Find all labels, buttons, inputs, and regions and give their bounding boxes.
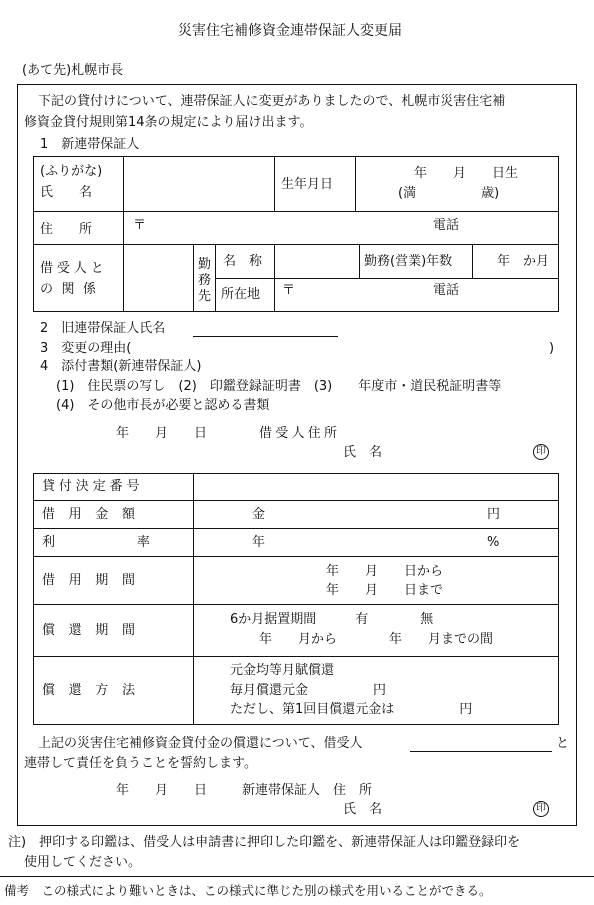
reason-close: ) <box>549 341 555 356</box>
rate-year: 年 <box>252 535 266 550</box>
borrower-name-line[interactable] <box>410 751 552 752</box>
date-borrower[interactable]: 年 月 日 <box>116 426 208 441</box>
method-line-2: 毎月償還元金 円 <box>230 683 387 698</box>
workplace-name-label: 名 称 <box>223 254 263 269</box>
relation-label-2: の関係 <box>40 282 105 297</box>
seal-icon-2: 印 <box>533 801 549 817</box>
pledge-line-1-end: と <box>556 736 570 751</box>
guarantor-name-label: 氏 名 <box>343 802 383 817</box>
document-title: 災害住宅補修資金連帯保証人変更届 <box>178 23 402 39</box>
section-reason: 3 変更の理由( <box>40 341 132 356</box>
method-line-3: ただし、第1回目償還元金は 円 <box>230 702 473 717</box>
pledge-line-1: 上記の災害住宅補修資金貸付金の償還について、借受人 <box>38 736 363 751</box>
location-label: 所在地 <box>221 287 261 302</box>
age-field[interactable]: (満 歳) <box>398 186 500 201</box>
workplace-label-3: 先 <box>198 289 212 304</box>
intro-line-1: 下記の貸付けについて、連帯保証人に変更がありましたので、札幌市災害住宅補 <box>38 94 506 109</box>
repay-range[interactable]: 年 月から 年 月までの間 <box>259 632 494 647</box>
phone-label-2: 電話 <box>433 283 460 298</box>
borrower-address-label: 借受人住所 <box>259 426 341 441</box>
guarantor-address-label: 新連帯保証人 住 所 <box>242 783 373 798</box>
addressee: (あて先)札幌市長 <box>22 63 124 78</box>
attachment-line-2: (4) その他市長が必要と認める書類 <box>56 398 270 413</box>
note-line-1: 注) 押印する印鑑は、借受人は申請書に押印した印鑑を、新連帯保証人は印鑑登録印を <box>8 835 521 850</box>
section-old-guarantor: 2 旧連帯保証人氏名 <box>40 321 166 336</box>
repay-period-label: 償還期間 <box>42 623 149 638</box>
remark: 備考 この様式により難いときは、この様式に準じた別の様式を用いることができる。 <box>4 883 492 898</box>
rate-label: 利率 <box>42 535 232 550</box>
name-label: 氏 名 <box>40 185 93 200</box>
borrower-name-label: 氏 名 <box>343 445 383 460</box>
birthdate-label: 生年月日 <box>281 177 334 192</box>
grace-period: 6か月据置期間 有 無 <box>230 612 434 627</box>
period-to[interactable]: 年 月 日まで <box>326 583 444 598</box>
address-label: 住 所 <box>40 222 93 237</box>
pledge-line-2: 連帯して責任を負うことを誓約します。 <box>24 756 257 771</box>
years-label: 勤務(営業)年数 <box>364 254 453 269</box>
seal-icon: 印 <box>533 444 549 460</box>
method-line-1: 元金均等月賦償還 <box>230 663 335 678</box>
note-line-2: 使用してください。 <box>24 855 142 870</box>
birthdate-field[interactable]: 年 月 日生 <box>414 166 519 181</box>
section-new-guarantor: 1 新連帯保証人 <box>40 137 140 152</box>
workplace-label-2: 務 <box>198 273 212 288</box>
amount-label: 借用金額 <box>42 507 149 522</box>
repay-method-label: 償還方法 <box>42 683 149 698</box>
rate-percent: % <box>487 535 500 550</box>
furigana-label: (ふりがな) <box>40 164 103 179</box>
workplace-label-1: 勤 <box>198 257 212 272</box>
years-field[interactable]: 年 か月 <box>497 254 550 269</box>
decision-number-label: 貸付決定番号 <box>42 479 144 494</box>
amount-kin: 金 <box>252 507 266 522</box>
note-divider <box>0 876 594 877</box>
postal-mark-2: 〒 <box>282 283 296 298</box>
old-guarantor-name-line[interactable] <box>193 336 338 337</box>
period-from[interactable]: 年 月 日から <box>326 564 444 579</box>
phone-label: 電話 <box>433 218 460 233</box>
section-attachments: 4 添付書類(新連帯保証人) <box>40 359 202 374</box>
attachment-line-1: (1) 住民票の写し (2) 印鑑登録証明書 (3) 年度市・道民税証明書等 <box>56 379 502 394</box>
amount-yen: 円 <box>487 507 501 522</box>
relation-label-1: 借受人と <box>40 261 108 276</box>
intro-line-2: 修資金貸付規則第14条の規定により届け出ます。 <box>24 115 313 130</box>
date-guarantor[interactable]: 年 月 日 <box>116 783 208 798</box>
postal-mark: 〒 <box>133 218 147 233</box>
period-label: 借用期間 <box>42 573 149 588</box>
